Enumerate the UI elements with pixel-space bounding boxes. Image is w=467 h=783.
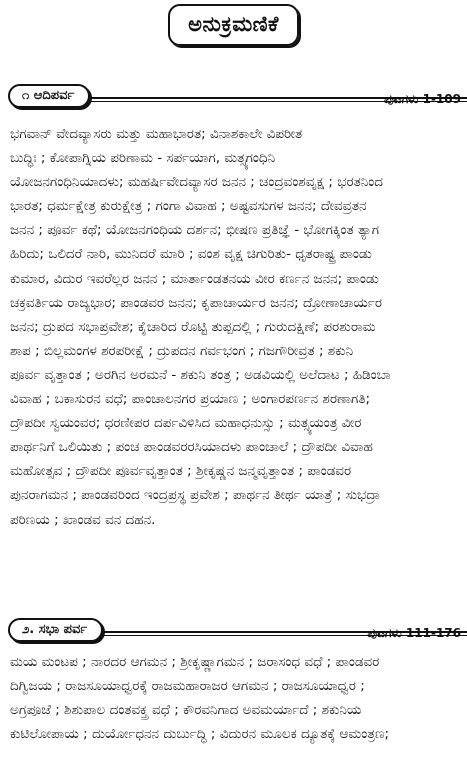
content-line: ಬುದ್ಧಿಃ ; ಕೋಪಾಗ್ನಿಯ ಪರಿಣಾಮ - ಸರ್ಪಯಾಗ, ಮತ್ಸ್ಯಗಂಧಿನಿ — [10, 150, 276, 167]
content-line: ಭಗವಾನ್ ವೇದವ್ಯಾಸರು ಮತ್ತು ಮಹಾಭಾರತ; ವಿನಾಶಕಾಲೇ ವಿಪರೀತ — [10, 126, 303, 142]
content-line: ಭಾರತ; ಧರ್ಮಕ್ಷೇತ್ರ ಕುರುಕ್ಷೇತ್ರ ; ಗಂಗಾ ವಿವಾಹ ; ಅಷ್ಟವಸುಗಳ ಜನನ; ದೇವವ್ರತನ — [10, 198, 367, 215]
content-line: ಯೋಜನಗಂಧಿನಿಯಾದಳು; ಮಹರ್ಷಿವೇದವ್ಯಾಸರ ಜನನ ; ಚಂದ್ರವಂಶವೃಕ್ಷ ; ಭರತನಿಂದ — [10, 174, 383, 191]
section-header-sabhaparva — [0, 618, 467, 648]
content-line: ಶಾಪ ; ಬಿಲ್ಲಮಂಗಳ ಶರಪರೀಕ್ಷೆ ; ದ್ರುಪದನ ಗರ್ವಭಂಗ ; ಗಜಗೌರೀವ್ರತ ; ಶಕುನಿ — [10, 342, 354, 359]
content-line: ಪೂರ್ವ ವೃತ್ತಾಂತ ; ಅರಗಿನ ಅರಮನೆ - ಶಕುನಿ ತಂತ್ರ ; ಅಡವಿಯಲ್ಲಿ ಅಲೆದಾಟ ; ಹಿಡಿಂಬಾ — [10, 366, 391, 383]
content-line: ಜನನ; ದ್ರುಪದ ಸಭಾಪ್ರವೇಶ; ಕೈಚಾರಿದ ರೊಟ್ಟಿ ತುಪ್ಪದಲ್ಲಿ ; ಗುರುದಕ್ಷಿಣೆ; ಪರಶುರಾಮ — [10, 318, 376, 335]
page-range: ಪುಟಗಳು 111-176 — [367, 626, 461, 640]
content-line: ಅಗ್ರಪೂಜೆ ; ಶಿಶುಪಾಲ ದಂತವಕ್ತ್ರ ವಧೆ ; ಕೌರವನಿಗಾದ ಅವಮರ್ಯಾದೆ ; ಶಕುನಿಯ — [10, 702, 362, 719]
content-line: ಕುಟಿಲೋಪಾಯ ; ದುರ್ಯೋಧನನ ದುರ್ಬುದ್ಧಿ ; ವಿದುರನ ಮೂಲಕ ದ್ಯೂತಕ್ಕೆ ಆಮಂತ್ರಣ; — [10, 726, 390, 743]
content-line: ಕುಮಾರ, ವಿದುರ ಇವರೆಲ್ಲರ ಜನನ ; ಮಾರ್ತಾಂಡತನಯ ವೀರ ಕರ್ಣನ ಜನನ; ಪಾಂಡು — [10, 270, 379, 287]
section-label: ೨. ಸಭಾ ಪರ್ವ — [8, 618, 103, 642]
page-title: ಅನುಕ್ರಮಣಿಕೆ — [168, 4, 299, 46]
content-line: ಪಾರ್ಥನಿಗೆ ಒಲಿಯಿತು ; ಪಂಚ ಪಾಂಡವರರಸಿಯಾದಳು ಪಾಂಚಾಲೆ ; ದ್ರೌಪದೀ ವಿವಾಹ — [10, 439, 373, 456]
title-wrapper — [0, 4, 467, 46]
section-contents-adiparva — [10, 122, 461, 532]
section-label: ೧ ಆದಿಪರ್ವ — [8, 84, 90, 108]
content-line: ವಿವಾಹ ; ಬಕಾಸುರನ ವಧೆ; ಪಾಂಚಾಲನಗರ ಪ್ರಯಾಣ ; ಅಂಗಾರಪರ್ಣನ ಶರಣಾಗತಿ; — [10, 391, 371, 408]
content-line: ಚಕ್ರವರ್ತಿಯ ರಾಜ್ಯಭಾರ; ಪಾಂಡವರ ಜನನ; ಕೃಪಾಚಾರ್ಯರ ಜನನ; ದ್ರೋಣಾಚಾರ್ಯರ — [10, 294, 382, 311]
content-line: ಮಹೋತ್ಸವ ; ದ್ರೌಪದೀ ಪೂರ್ವವೃತ್ತಾಂತ ; ಶ್ರೀಕೃಷ್ಣನ ಜನ್ಮವೃತ್ತಾಂತ ; ಪಾಂಡವರ — [10, 463, 352, 480]
content-line: ಹಿರಿದು; ಒಲಿದರೆ ನಾರಿ, ಮುನಿದರೆ ಮಾರಿ ; ವಂಶ ವೃಕ್ಷ ಚಿಗುರಿತು- ಧೃತರಾಷ್ಟ್ರ ಪಾಂಡು — [10, 246, 372, 263]
content-line: ಜನನ ; ಪೂರ್ವ ಕಥೆ; ಯೋಜನಗಂಧಿಯ ದರ್ಶನ; ಭೀಷಣ ಪ್ರತಿಜ್ಞೆ - ಭೋಗಕ್ಕಿಂತ ತ್ಯಾಗ — [10, 222, 380, 239]
content-line: ದಿಗ್ವಿಜಯ ; ರಾಜಸೂಯಾಧ್ವರಕ್ಕೆ ರಾಜಮಹಾರಾಜರ ಆಗಮನ ; ರಾಜಸೂಯಾಧ್ವರ ; — [10, 678, 365, 695]
section-header-adiparva — [0, 84, 467, 114]
content-line: ದ್ರೌಪದೀ ಸ್ವಯಂವರ; ಧರಣೀಪರ ದರ್ಪವಿಳಿಸಿದ ಮಹಾಧನುಸ್ಸು ; ಮತ್ಸ್ಯಯಂತ್ರ ವೀರ — [10, 415, 362, 432]
section-contents-sabhaparva — [10, 650, 461, 746]
page-range: ಪುಟಗಳು 1-109 — [384, 92, 461, 106]
content-line: ಮಯ ಮಂಟಪ ; ನಾರದರ ಆಗಮನ ; ಶ್ರೀಕೃಷ್ಣಾಗಮನ ; ಜರಾಸಂಧ ವಧೆ ; ಪಾಂಡವರ — [10, 654, 380, 670]
content-line: ಪರಿಣಯ ; ಖಾಂಡವ ವನ ದಹನ. — [10, 511, 156, 528]
content-line: ಪುನರಾಗಮನ ; ಪಾಂಡವರಿಂದ ಇಂದ್ರಪ್ರಸ್ಥ ಪ್ರವೇಶ ; ಪಾರ್ಥನ ತೀರ್ಥ ಯಾತ್ರೆ ; ಸುಭದ್ರಾ — [10, 487, 381, 504]
